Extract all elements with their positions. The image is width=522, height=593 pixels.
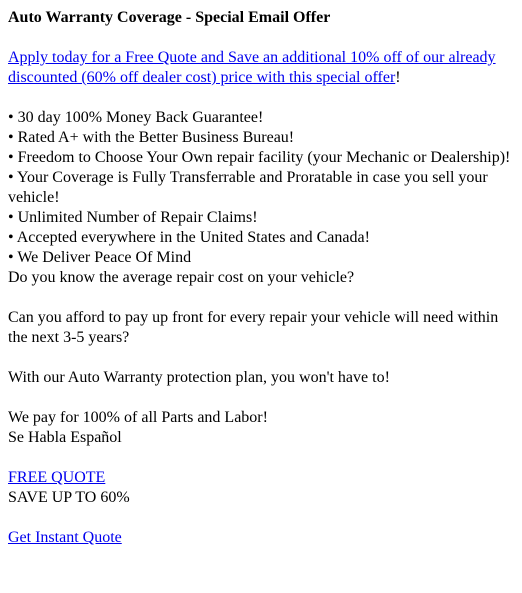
spacer [8,508,514,528]
free-quote-link[interactable]: FREE QUOTE [8,469,106,486]
spacer [8,88,514,108]
spacer [8,388,514,408]
list-item: • Rated A+ with the Better Business Bureau! [8,129,295,146]
spacer [8,448,514,468]
list-item: • Freedom to Choose Your Own repair facility (your Mechanic or Dealership)! [8,149,511,166]
instant-quote-link[interactable]: Get Instant Quote [8,529,122,546]
spacer [8,348,514,368]
parts-labor-statement: We pay for 100% of all Parts and Labor! [8,409,268,426]
intro-exclamation: ! [395,69,401,86]
repair-cost-question: Do you know the average repair cost on your vehicle? [8,269,355,286]
list-item: • We Deliver Peace Of Mind [8,249,192,266]
spanish-statement: Se Habla Español [8,429,122,446]
benefits-list [8,108,514,268]
free-quote-line [8,468,514,488]
spacer [8,288,514,308]
intro-paragraph [8,48,514,88]
protection-statement: With our Auto Warranty protection plan, you won't have to! [8,369,390,386]
list-item: • Accepted everywhere in the United States and Canada! [8,229,370,246]
save-text: SAVE UP TO 60% [8,489,130,506]
spacer [8,28,514,48]
instant-quote-line [8,528,514,548]
apply-free-quote-link[interactable]: Apply today for a Free Quote and Save an additional 10% off of our already discounted (60% off dealer cost) price with this special offer [8,49,496,86]
afford-question: Can you afford to pay up front for every repair your vehicle will need within the next 3-5 years? [8,309,499,346]
email-title: Auto Warranty Coverage - Special Email Offer [8,9,331,26]
list-item: • Unlimited Number of Repair Claims! [8,209,258,226]
list-item: • 30 day 100% Money Back Guarantee! [8,109,264,126]
list-item: • Your Coverage is Fully Transferrable and Proratable in case you sell your vehicle! [8,169,488,206]
